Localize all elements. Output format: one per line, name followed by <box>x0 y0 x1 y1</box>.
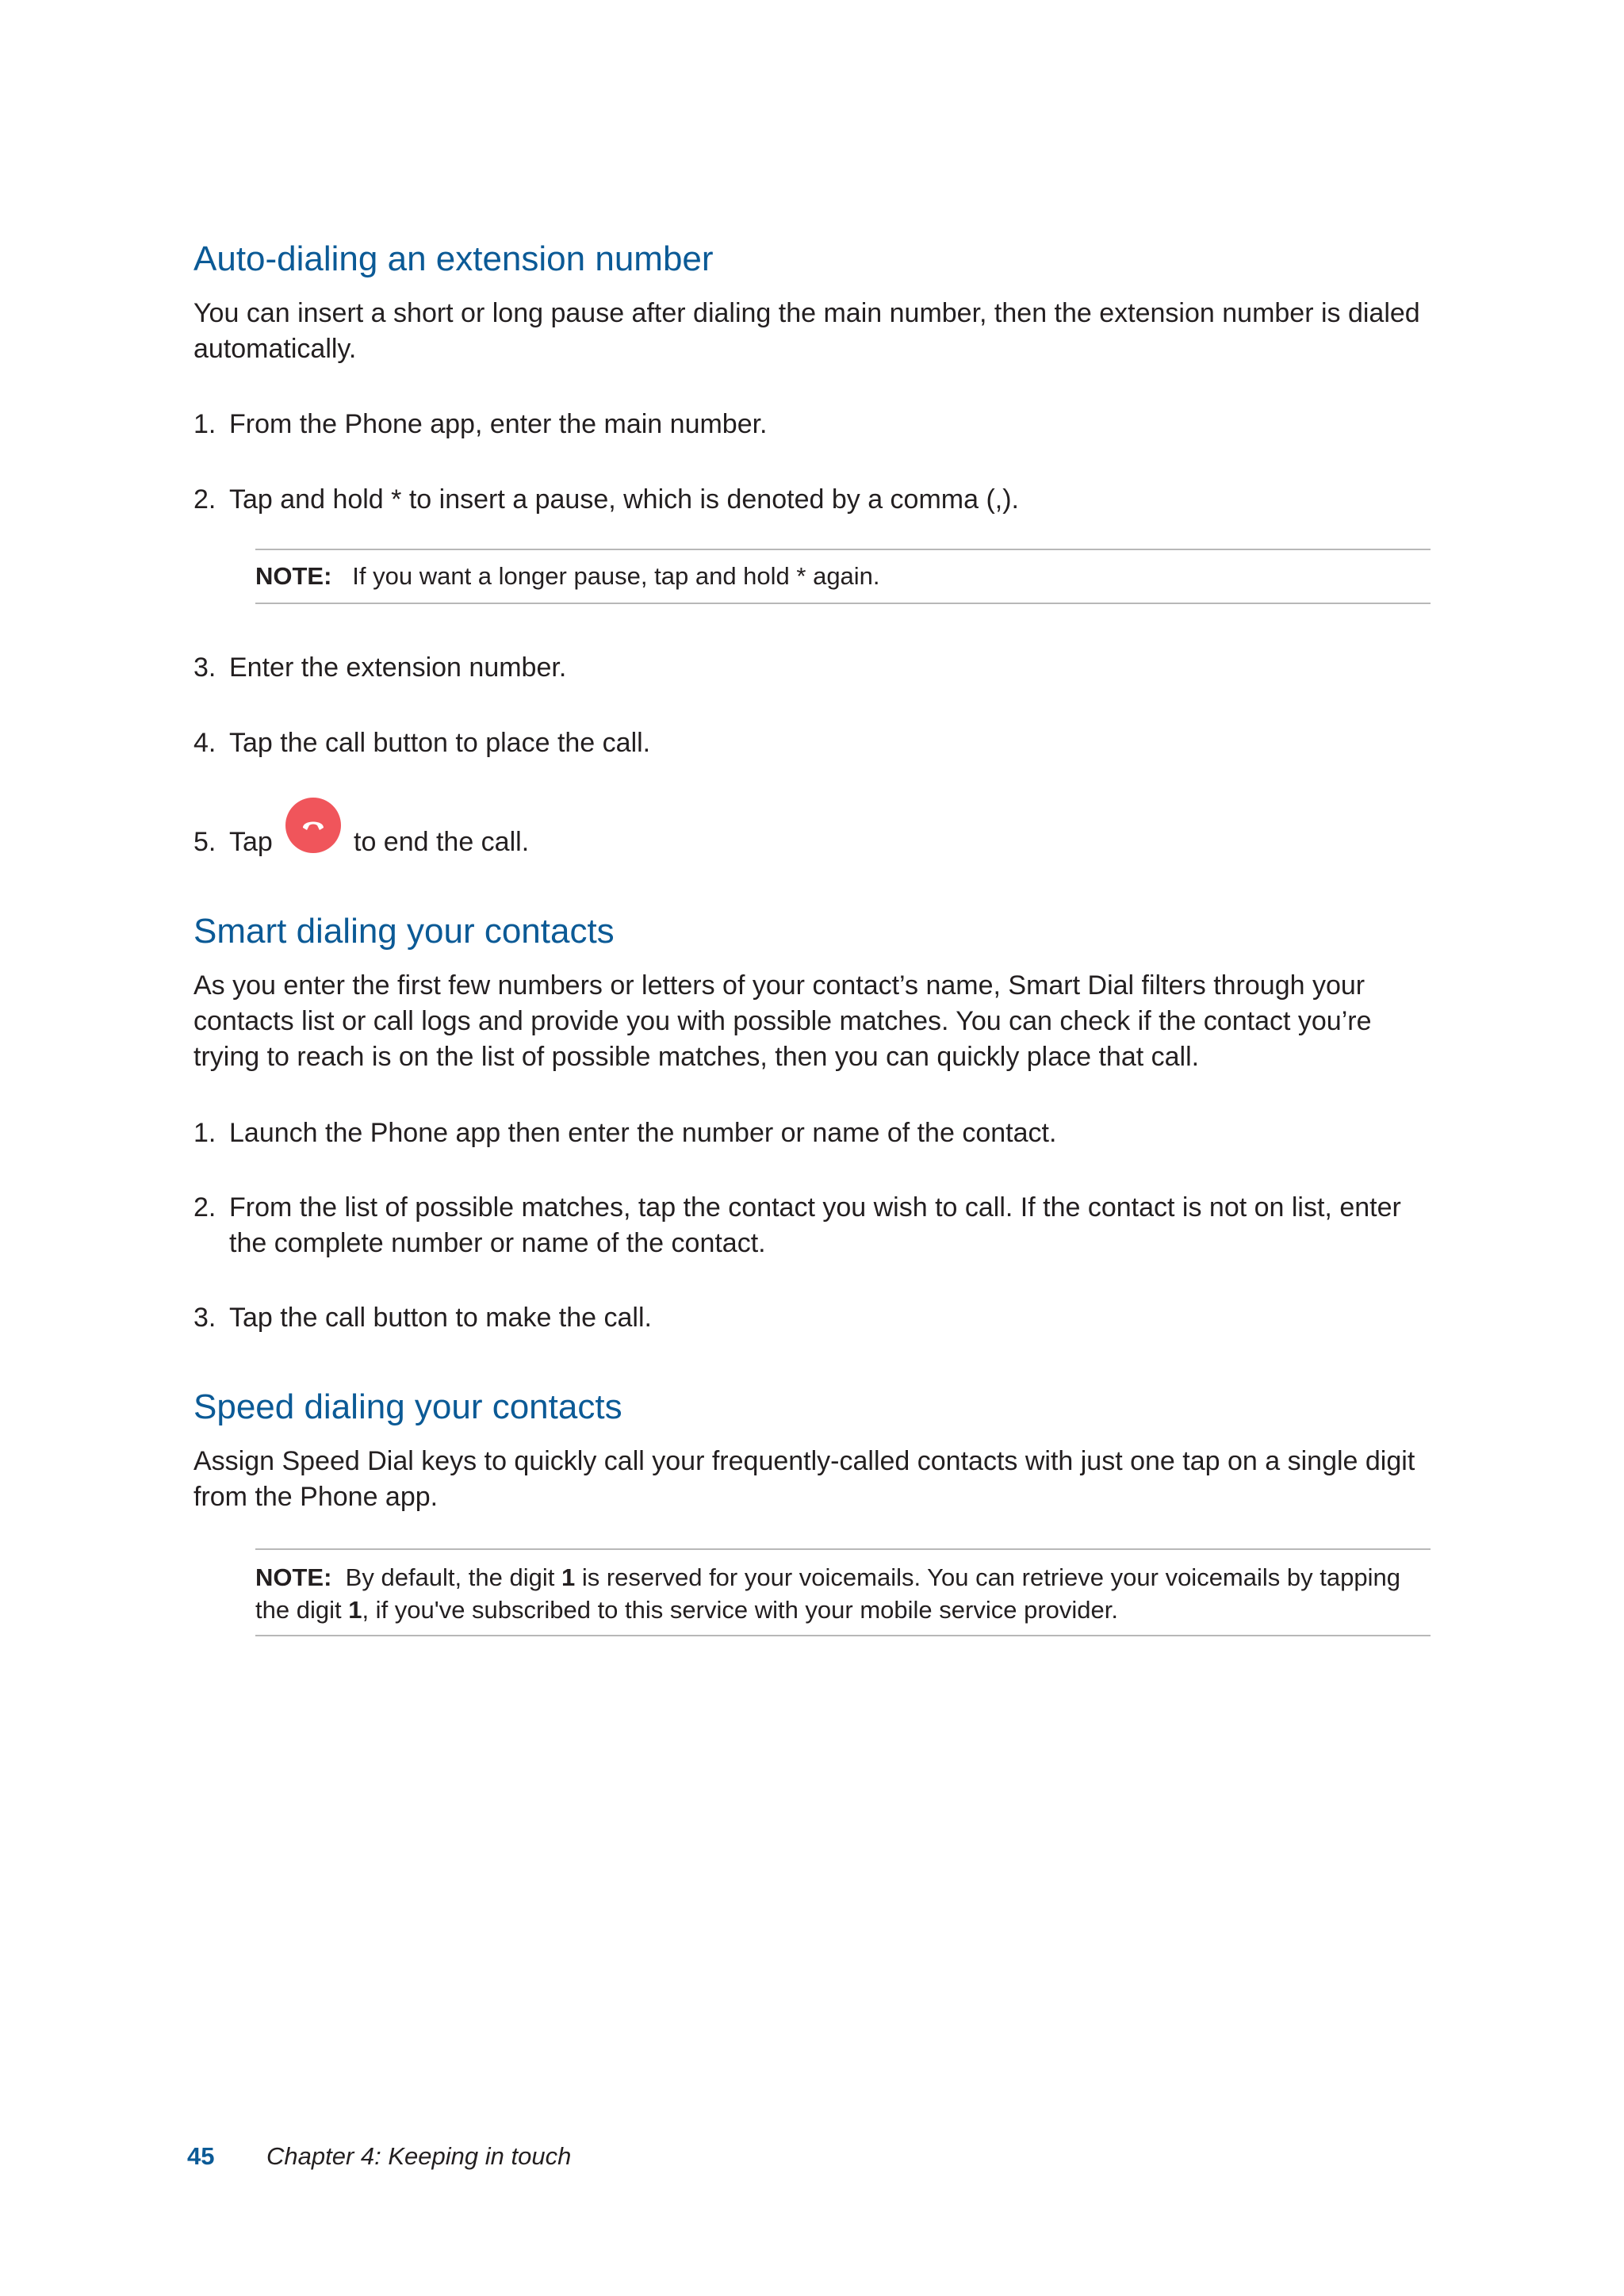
step-text: From the list of possible matches, tap the contact you wish to call. If the contact is not on list, enter the complete number or name of the contact. <box>229 1192 1401 1258</box>
note-digit: 1 <box>561 1563 576 1591</box>
autodial-step-2 <box>193 482 1431 518</box>
autodial-step-5-after <box>354 825 829 860</box>
step-number: 2. <box>193 1192 216 1223</box>
note-text-1: By default, the digit <box>345 1563 555 1591</box>
autodial-step-4 <box>193 725 1431 761</box>
smartdial-step-1 <box>193 1115 1431 1151</box>
autodial-step-1 <box>193 407 1431 442</box>
end-call-icon <box>285 798 341 853</box>
step-number: 1. <box>193 1118 216 1148</box>
note-box-pause <box>255 549 1431 604</box>
heading-autodial: Auto-dialing an extension number <box>193 239 714 278</box>
step-text-before: Tap <box>229 827 273 857</box>
autodial-intro: You can insert a short or long pause after dialing the main number, then the extension number is dialed automatically. <box>193 298 1420 364</box>
speeddial-intro: Assign Speed Dial keys to quickly call your frequently-called contacts with just one tap on a single digit from the Phone app. <box>193 1446 1415 1512</box>
step-text: Tap the call button to make the call. <box>229 1303 652 1333</box>
step-number: 1. <box>193 409 216 439</box>
note-digit: 1 <box>348 1596 362 1624</box>
page-number: 45 <box>187 2142 215 2170</box>
chapter-title: Chapter 4: Keeping in touch <box>266 2142 572 2170</box>
step-number: 2. <box>193 484 216 515</box>
step-number: 4. <box>193 728 216 758</box>
step-number: 3. <box>193 1303 216 1333</box>
smartdial-step-2 <box>193 1190 1431 1261</box>
note-label: NOTE: <box>255 562 332 590</box>
step-text-after: to end the call. <box>354 827 530 857</box>
note-text-3: , if you've subscribed to this service with your mobile service provider. <box>362 1596 1118 1624</box>
note-box-voicemail <box>255 1548 1431 1636</box>
autodial-step-3 <box>193 650 1431 686</box>
step-number: 3. <box>193 652 216 683</box>
note-text: If you want a longer pause, tap and hold * again. <box>352 562 880 590</box>
step-text: Tap the call button to place the call. <box>229 728 651 758</box>
step-text: From the Phone app, enter the main number. <box>229 409 768 439</box>
heading-speeddial: Speed dialing your contacts <box>193 1387 622 1426</box>
note-label: NOTE: <box>255 1563 332 1591</box>
heading-smartdial: Smart dialing your contacts <box>193 912 615 951</box>
note-text-2: is reserved for your voicemails. You can retrieve your voicemails by tapping the digit <box>255 1563 1400 1624</box>
step-number: 5. <box>193 827 216 857</box>
step-text: Tap and hold * to insert a pause, which is denoted by a comma (,). <box>229 484 1019 515</box>
smartdial-step-3 <box>193 1300 1431 1336</box>
step-text: Enter the extension number. <box>229 652 567 683</box>
smartdial-intro: As you enter the first few numbers or letters of your contact’s name, Smart Dial filters through your contacts list or call logs and provide you with possible matches. You can check if the contact you’re trying to reach is on the list of possible matches, then you can quickly place that call. <box>193 970 1372 1072</box>
step-text: Launch the Phone app then enter the number or name of the contact. <box>229 1118 1057 1148</box>
